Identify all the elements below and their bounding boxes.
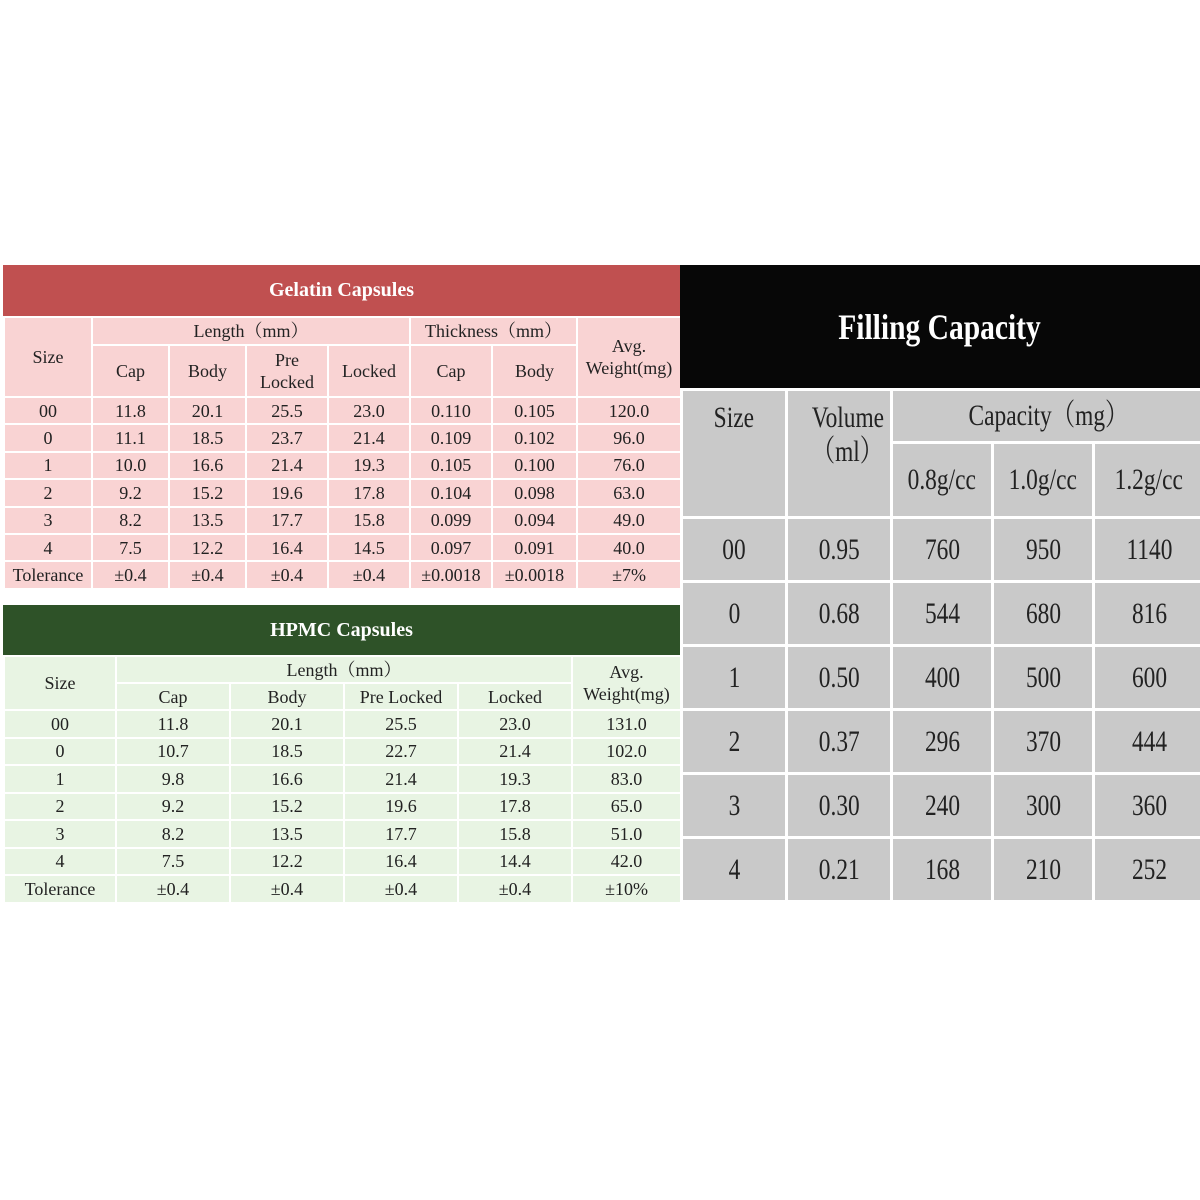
hpmc-header-pre-locked: Pre Locked: [345, 684, 457, 709]
table-cell: 2: [5, 480, 91, 505]
table-cell: [1095, 519, 1200, 580]
table-row: [683, 711, 1200, 772]
table-cell: 11.8: [117, 711, 229, 737]
table-cell: [994, 711, 1092, 772]
table-cell: [994, 775, 1092, 836]
gelatin-table: [3, 316, 682, 590]
table-row: [683, 519, 1200, 580]
table-cell-text: 544: [924, 596, 960, 630]
table-cell: 9.2: [93, 480, 168, 505]
gelatin-header-thickness: Thickness（mm）: [411, 318, 576, 344]
table-cell-text: 0.30: [818, 788, 860, 822]
table-cell: 4: [5, 849, 115, 875]
table-cell: ±0.0018: [493, 562, 576, 587]
table-cell: 18.5: [170, 425, 245, 450]
gelatin-title: Gelatin Capsules: [3, 265, 680, 316]
table-cell: 3: [5, 508, 91, 533]
table-cell-text: 296: [924, 724, 960, 758]
table-cell: 0.091: [493, 535, 576, 560]
table-cell: [788, 775, 890, 836]
filling-header-12: [1095, 444, 1200, 516]
table-row: [5, 794, 680, 820]
table-cell-text: 0: [728, 596, 740, 630]
table-cell: ±0.4: [345, 876, 457, 902]
table-cell: 19.6: [345, 794, 457, 820]
table-cell: 13.5: [170, 508, 245, 533]
filling-header-size: [683, 391, 785, 516]
table-cell: [994, 519, 1092, 580]
table-cell: 15.8: [329, 508, 409, 533]
filling-header-12-text: 1.2g/cc: [1114, 463, 1184, 496]
hpmc-header-avg-weight: Avg. Weight(mg): [573, 657, 680, 709]
table-cell: 0.105: [411, 453, 491, 478]
table-cell: 42.0: [573, 849, 680, 875]
table-cell-text: 0.68: [818, 596, 860, 630]
filling-title-text: Filling Capacity: [838, 306, 1042, 347]
table-cell: 15.2: [231, 794, 343, 820]
gelatin-header-thickness-cap: Cap: [411, 346, 491, 396]
table-cell-text: 0.50: [818, 660, 860, 694]
table-cell: 3: [5, 821, 115, 847]
table-row: [5, 535, 680, 560]
table-cell: 1: [5, 766, 115, 792]
table-cell: 19.3: [459, 766, 571, 792]
table-cell: [893, 519, 991, 580]
gelatin-header-cap: Cap: [93, 346, 168, 396]
gelatin-table-body: [5, 398, 680, 588]
table-cell: 14.4: [459, 849, 571, 875]
table-cell: 17.7: [247, 508, 327, 533]
table-cell: ±0.4: [247, 562, 327, 587]
table-cell: 131.0: [573, 711, 680, 737]
table-cell: [1095, 647, 1200, 708]
table-cell: ±0.4: [93, 562, 168, 587]
table-cell: [893, 647, 991, 708]
table-cell: 0.104: [411, 480, 491, 505]
table-cell: [893, 711, 991, 772]
gelatin-header-pre-locked: Pre Locked: [247, 346, 327, 396]
table-cell: 49.0: [578, 508, 680, 533]
filling-table: [680, 388, 1200, 903]
table-cell: 16.4: [345, 849, 457, 875]
table-cell: 19.3: [329, 453, 409, 478]
table-cell: 12.2: [170, 535, 245, 560]
table-cell: 11.1: [93, 425, 168, 450]
hpmc-table: [3, 655, 682, 904]
table-cell: 25.5: [345, 711, 457, 737]
table-row: [5, 711, 680, 737]
hpmc-capsules-table: [3, 605, 680, 904]
filling-title: [680, 265, 1200, 388]
table-cell: 22.7: [345, 739, 457, 765]
table-cell: 18.5: [231, 739, 343, 765]
table-cell-text: 0.95: [818, 532, 860, 566]
table-cell: 11.8: [93, 398, 168, 423]
table-cell: 9.8: [117, 766, 229, 792]
table-cell-text: 0.37: [818, 724, 860, 758]
table-cell: 15.2: [170, 480, 245, 505]
table-cell: [788, 519, 890, 580]
table-cell: ±0.4: [231, 876, 343, 902]
table-cell: 14.5: [329, 535, 409, 560]
table-cell: 21.4: [329, 425, 409, 450]
table-cell: 0.097: [411, 535, 491, 560]
table-cell: 63.0: [578, 480, 680, 505]
table-cell: [683, 583, 785, 644]
table-cell: ±0.4: [117, 876, 229, 902]
gelatin-header-avg-weight: Avg. Weight(mg): [578, 318, 680, 396]
table-cell-text: 3: [728, 788, 740, 822]
table-cell: 00: [5, 398, 91, 423]
table-cell: 17.8: [329, 480, 409, 505]
table-cell: [788, 839, 890, 900]
filling-header-08: [893, 444, 991, 516]
table-cell: 96.0: [578, 425, 680, 450]
table-cell: 65.0: [573, 794, 680, 820]
table-cell-text: 168: [924, 852, 960, 886]
table-row: [5, 398, 680, 423]
gelatin-header-body: Body: [170, 346, 245, 396]
filling-header-08-text: 0.8g/cc: [907, 463, 977, 496]
table-row: [683, 583, 1200, 644]
table-cell: 13.5: [231, 821, 343, 847]
gelatin-header-length: Length（mm）: [93, 318, 409, 344]
table-row: [5, 480, 680, 505]
table-cell: 16.6: [231, 766, 343, 792]
table-cell: 0.100: [493, 453, 576, 478]
table-cell: 0.105: [493, 398, 576, 423]
table-cell: [1095, 711, 1200, 772]
table-cell-text: 4: [728, 852, 740, 886]
table-cell: 12.2: [231, 849, 343, 875]
table-cell: 20.1: [231, 711, 343, 737]
table-cell: [683, 775, 785, 836]
filling-header-10: [994, 444, 1092, 516]
table-cell: 23.0: [459, 711, 571, 737]
table-cell: 7.5: [93, 535, 168, 560]
filling-table-body: [683, 519, 1200, 900]
table-cell: ±0.4: [459, 876, 571, 902]
table-cell: [893, 839, 991, 900]
table-cell: [788, 583, 890, 644]
table-cell: 8.2: [117, 821, 229, 847]
table-cell: 0.110: [411, 398, 491, 423]
table-cell: [1095, 775, 1200, 836]
filling-header-volume: [788, 391, 890, 516]
table-cell: 17.7: [345, 821, 457, 847]
table-row: [5, 739, 680, 765]
table-row: [5, 562, 680, 587]
table-row: [683, 775, 1200, 836]
table-cell: 1: [5, 453, 91, 478]
table-row: [5, 508, 680, 533]
table-cell: 21.4: [247, 453, 327, 478]
table-cell: 76.0: [578, 453, 680, 478]
table-cell: 16.6: [170, 453, 245, 478]
table-cell-text: 950: [1025, 532, 1061, 566]
table-cell: 4: [5, 535, 91, 560]
table-cell-text: 0.21: [818, 852, 860, 886]
table-cell-text: 1140: [1126, 532, 1172, 566]
table-row: [5, 453, 680, 478]
table-cell: ±7%: [578, 562, 680, 587]
table-cell: [788, 647, 890, 708]
table-cell: 0.098: [493, 480, 576, 505]
table-cell: 19.6: [247, 480, 327, 505]
filling-capacity-table: [680, 265, 1200, 897]
table-cell-text: 444: [1131, 724, 1167, 758]
filling-header-volume-text: Volume （ml）: [811, 401, 885, 468]
table-cell: 0.102: [493, 425, 576, 450]
gelatin-header-size: Size: [5, 318, 91, 396]
table-cell: 10.7: [117, 739, 229, 765]
table-cell-text: 400: [924, 660, 960, 694]
table-cell: [994, 583, 1092, 644]
table-cell: ±10%: [573, 876, 680, 902]
table-cell-text: 760: [924, 532, 960, 566]
table-cell: 21.4: [459, 739, 571, 765]
table-cell: 16.4: [247, 535, 327, 560]
gelatin-capsules-table: [3, 265, 680, 590]
table-cell: Tolerance: [5, 562, 91, 587]
table-cell: 23.0: [329, 398, 409, 423]
table-cell: [994, 839, 1092, 900]
table-cell: ±0.4: [329, 562, 409, 587]
table-row: [5, 425, 680, 450]
table-cell: [683, 711, 785, 772]
table-cell: 2: [5, 794, 115, 820]
table-cell: ±0.0018: [411, 562, 491, 587]
table-cell: 15.8: [459, 821, 571, 847]
table-cell: 102.0: [573, 739, 680, 765]
gelatin-header-locked: Locked: [329, 346, 409, 396]
hpmc-header-size: Size: [5, 657, 115, 709]
table-cell-text: 1: [728, 660, 740, 694]
table-cell-text: 360: [1131, 788, 1167, 822]
table-cell-text: 600: [1131, 660, 1167, 694]
table-cell: 0.109: [411, 425, 491, 450]
table-cell-text: 300: [1025, 788, 1061, 822]
hpmc-table-body: [5, 711, 680, 902]
table-cell: [683, 647, 785, 708]
table-cell: [683, 519, 785, 580]
table-cell: 7.5: [117, 849, 229, 875]
filling-header-capacity-text: Capacity（mg）: [968, 399, 1128, 432]
table-cell: 23.7: [247, 425, 327, 450]
table-cell: 10.0: [93, 453, 168, 478]
table-cell-text: 500: [1025, 660, 1061, 694]
table-cell-text: 2: [728, 724, 740, 758]
table-cell: [893, 775, 991, 836]
table-cell: 17.8: [459, 794, 571, 820]
table-cell: [994, 647, 1092, 708]
hpmc-header-locked: Locked: [459, 684, 571, 709]
table-cell-text: 252: [1131, 852, 1167, 886]
table-row: [5, 766, 680, 792]
table-cell: 0: [5, 425, 91, 450]
filling-header-10-text: 1.0g/cc: [1008, 463, 1078, 496]
hpmc-header-cap: Cap: [117, 684, 229, 709]
table-row: [5, 849, 680, 875]
table-cell: 40.0: [578, 535, 680, 560]
table-cell: 120.0: [578, 398, 680, 423]
table-row: [5, 876, 680, 902]
hpmc-header-body: Body: [231, 684, 343, 709]
table-cell: 51.0: [573, 821, 680, 847]
table-cell: [1095, 583, 1200, 644]
hpmc-header-length: Length（mm）: [117, 657, 571, 682]
table-cell: [683, 839, 785, 900]
table-cell-text: 00: [722, 532, 746, 566]
table-row: [5, 821, 680, 847]
table-cell-text: 240: [924, 788, 960, 822]
table-cell: Tolerance: [5, 876, 115, 902]
table-cell: [893, 583, 991, 644]
table-row: [683, 647, 1200, 708]
filling-header-capacity: [893, 391, 1200, 441]
table-cell: 00: [5, 711, 115, 737]
table-cell: 0.099: [411, 508, 491, 533]
table-cell: 8.2: [93, 508, 168, 533]
table-cell: ±0.4: [170, 562, 245, 587]
table-cell-text: 370: [1025, 724, 1061, 758]
table-cell: [1095, 839, 1200, 900]
table-cell: 9.2: [117, 794, 229, 820]
table-cell: [788, 711, 890, 772]
table-cell-text: 210: [1025, 852, 1061, 886]
gelatin-header-thickness-body: Body: [493, 346, 576, 396]
table-cell: 0.094: [493, 508, 576, 533]
table-cell: 21.4: [345, 766, 457, 792]
hpmc-title: HPMC Capsules: [3, 605, 680, 655]
table-cell-text: 816: [1131, 596, 1167, 630]
table-row: [683, 839, 1200, 900]
filling-header-size-text: Size: [713, 401, 755, 434]
table-cell: 20.1: [170, 398, 245, 423]
table-cell: 83.0: [573, 766, 680, 792]
table-cell: 25.5: [247, 398, 327, 423]
table-cell-text: 680: [1025, 596, 1061, 630]
table-cell: 0: [5, 739, 115, 765]
